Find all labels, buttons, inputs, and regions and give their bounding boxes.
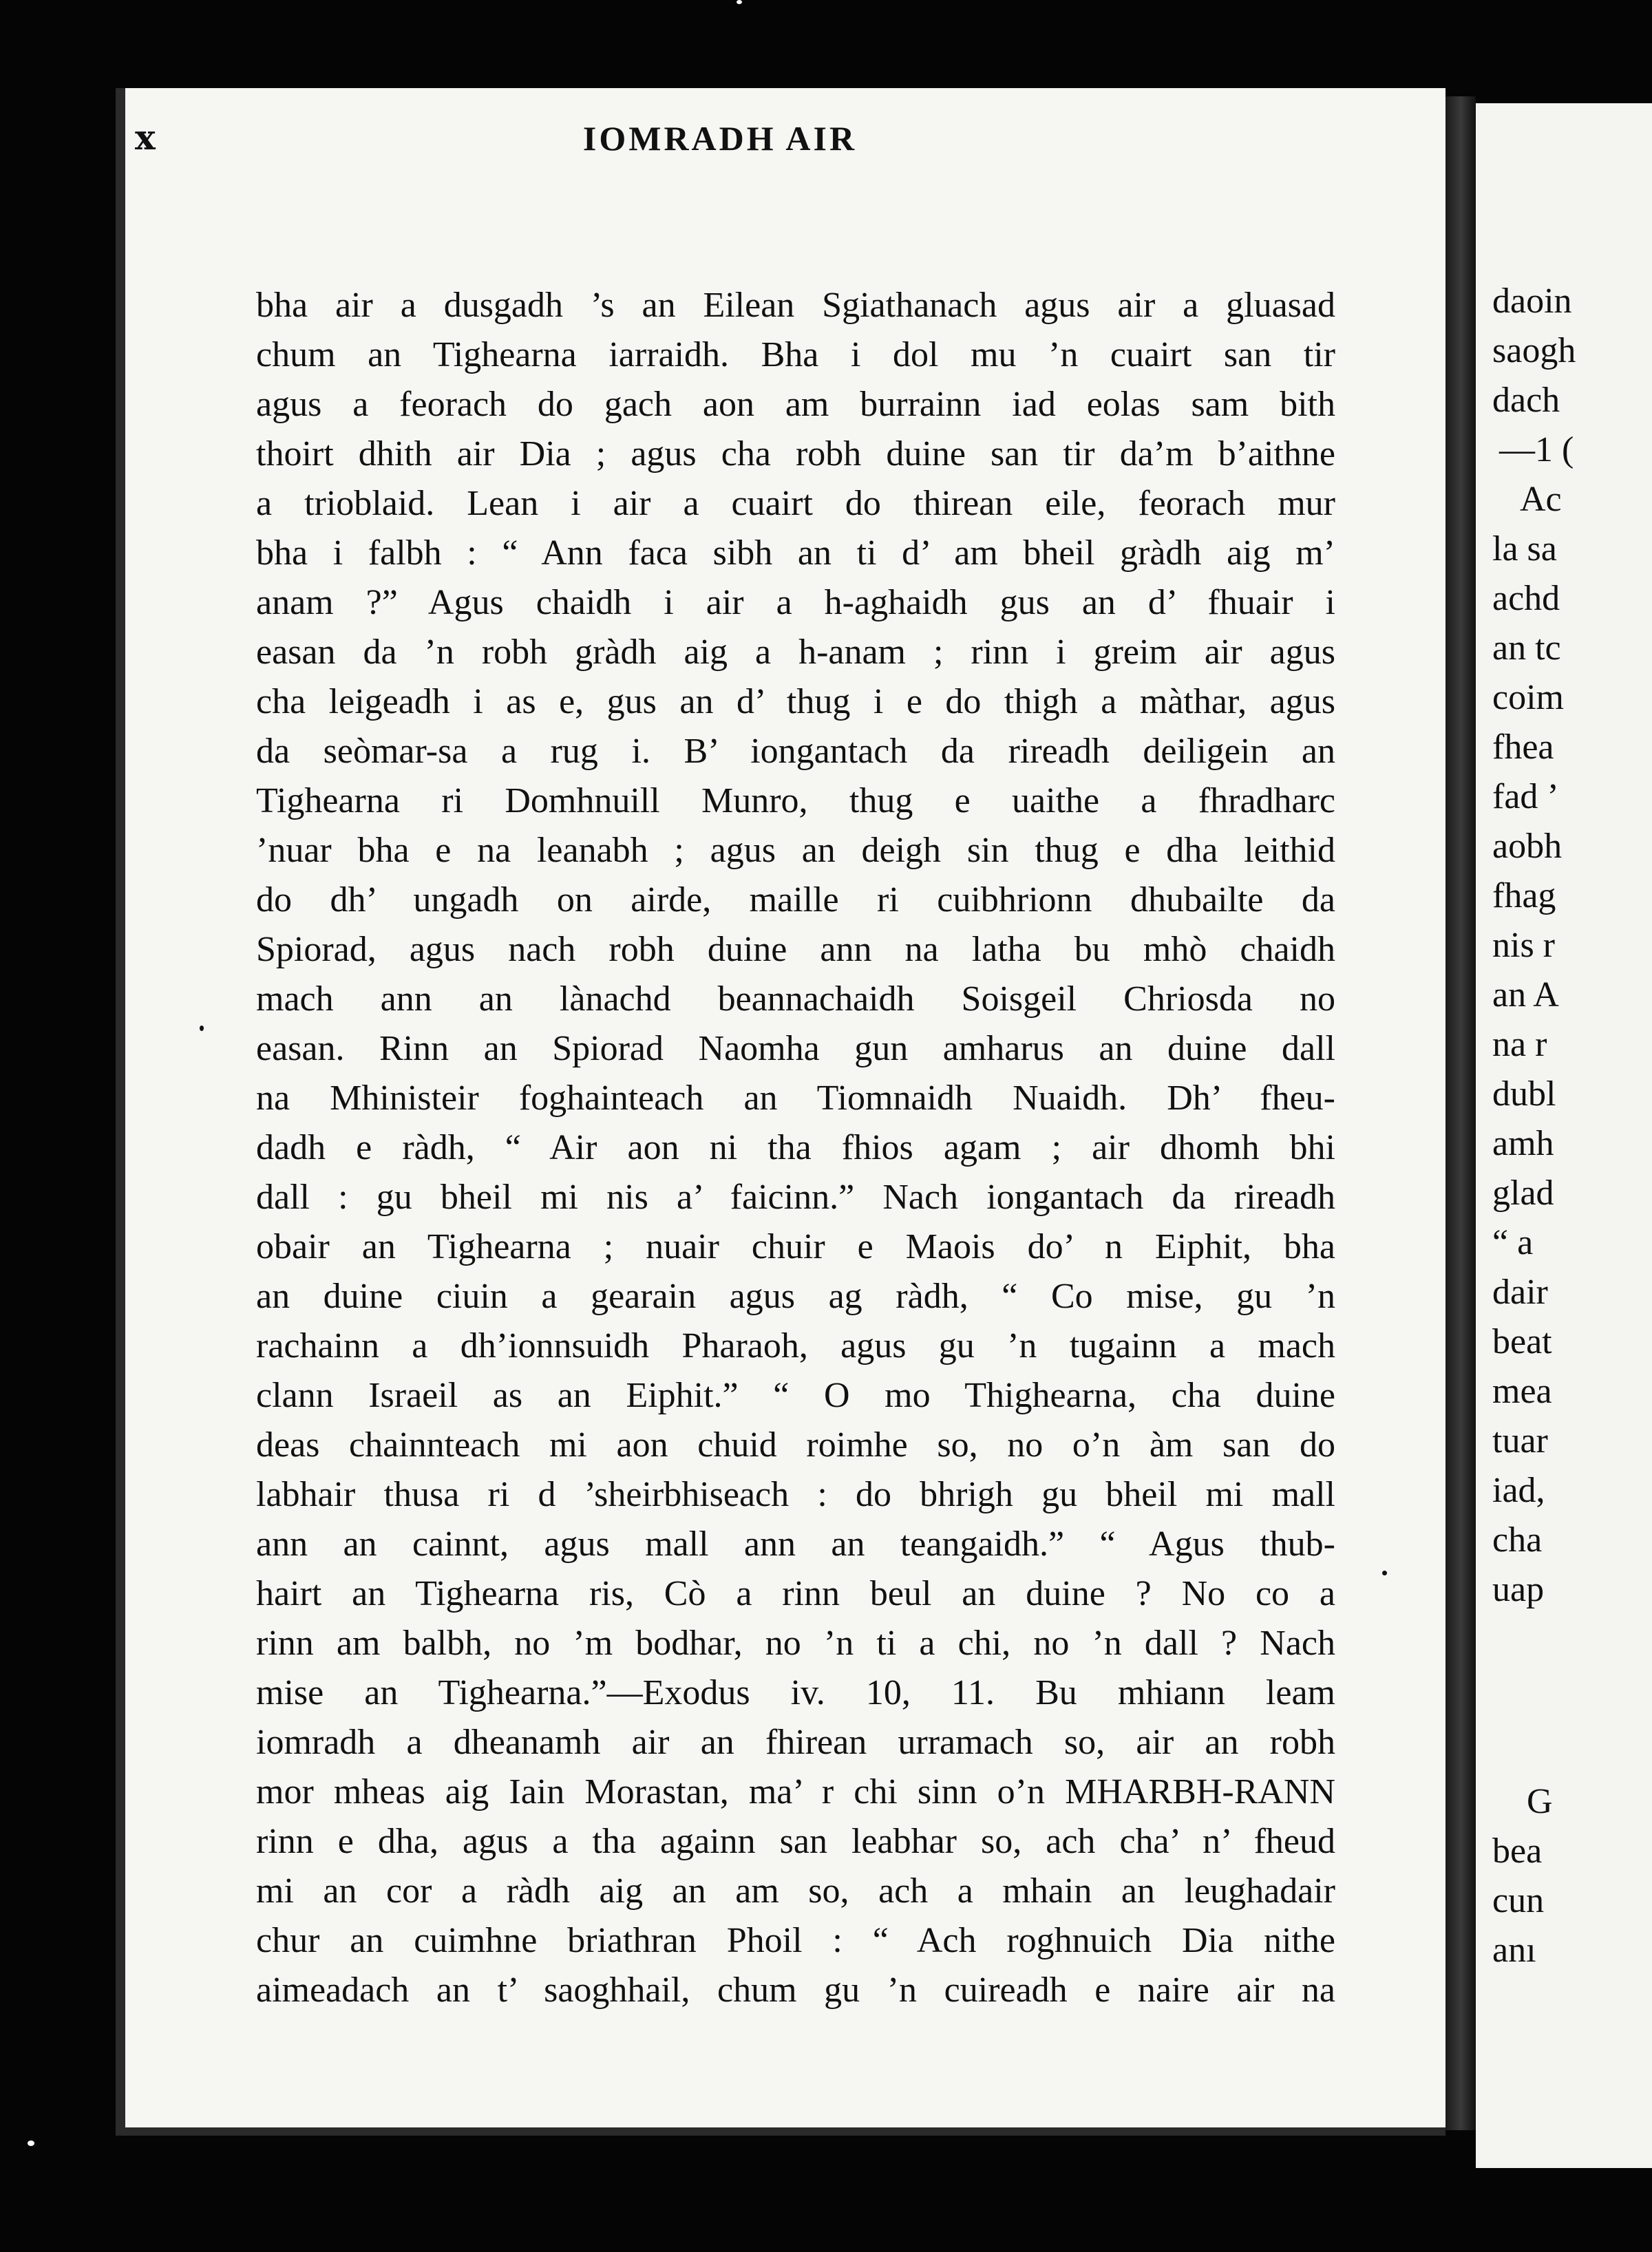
text-line: rinn e dha, agus a tha againn san leabhar so, ach cha’ n’ fheud bbox=[256, 1822, 1335, 1861]
text-line: na Mhinisteir foghainteach an Tiomnaidh Nuaidh. Dh’ fheu- bbox=[256, 1079, 1335, 1118]
facing-page-line: amh bbox=[1492, 1124, 1554, 1163]
facing-page-line: an tc bbox=[1492, 628, 1561, 668]
text-line: an duine ciuin a gearain agus ag ràdh, “ Co mise, gu ’n bbox=[256, 1277, 1335, 1316]
ink-mark bbox=[1382, 1571, 1387, 1575]
facing-page-line: anı bbox=[1492, 1931, 1536, 1970]
text-line: dadh e ràdh, “ Air aon ni tha fhios agam ; air dhomh bhi bbox=[256, 1128, 1335, 1167]
facing-page-line: beat bbox=[1492, 1322, 1552, 1361]
book-gutter bbox=[1446, 96, 1476, 2130]
text-line: rachainn a dh’ionnsuidh Pharaoh, agus gu ’n tugainn a mach bbox=[256, 1326, 1335, 1366]
facing-page-line: iad, bbox=[1492, 1471, 1545, 1510]
text-line: easan da ’n robh gràdh aig a h-anam ; rinn i greim air agus bbox=[256, 633, 1335, 672]
body-text bbox=[256, 281, 1335, 2015]
facing-page-line: bea bbox=[1492, 1831, 1543, 1871]
page-header bbox=[135, 117, 1305, 172]
facing-page-line: saogh bbox=[1492, 331, 1576, 370]
facing-page-line: G bbox=[1527, 1782, 1553, 1821]
text-line: chum an Tighearna iarraidh. Bha i dol mu ’n cuairt san tir bbox=[256, 335, 1335, 374]
text-line: cha leigeadh i as e, gus an d’ thug i e do thigh a màthar, agus bbox=[256, 682, 1335, 721]
text-line: ann an cainnt, agus mall ann an teangaidh.” “ Agus thub- bbox=[256, 1525, 1335, 1564]
text-line: mise an Tighearna.”—Exodus iv. 10, 11. Bu mhiann leam bbox=[256, 1673, 1335, 1712]
facing-page-line: dach bbox=[1492, 381, 1560, 420]
text-line: ’nuar bha e na leanabh ; agus an deigh sin thug e dha leithid bbox=[256, 831, 1335, 870]
text-line: anam ?” Agus chaidh i air a h-aghaidh gus an d’ fhuair i bbox=[256, 583, 1335, 622]
facing-page-line: dair bbox=[1492, 1273, 1548, 1312]
text-line: thoirt dhith air Dia ; agus cha robh duine san tir da’m b’aithne bbox=[256, 434, 1335, 474]
text-line: Spiorad, agus nach robh duine ann na latha bu mhò chaidh bbox=[256, 930, 1335, 969]
facing-page-line: “ a bbox=[1492, 1223, 1534, 1262]
facing-page-line: uap bbox=[1492, 1570, 1545, 1609]
text-line: labhair thusa ri d ’sheirbhiseach : do bhrigh gu bheil mi mall bbox=[256, 1475, 1335, 1514]
text-line: chur an cuimhne briathran Phoil : “ Ach roghnuich Dia nithe bbox=[256, 1921, 1335, 1960]
facing-page-line: nis r bbox=[1492, 926, 1555, 965]
text-line: agus a feorach do gach aon am burrainn iad eolas sam bith bbox=[256, 385, 1335, 424]
running-title: IOMRADH AIR bbox=[582, 119, 858, 158]
page-number: x bbox=[135, 117, 156, 158]
facing-page-line: cha bbox=[1492, 1520, 1543, 1560]
text-line: bha air a dusgadh ’s an Eilean Sgiathanach agus air a gluasad bbox=[256, 286, 1335, 325]
facing-page-line: dubl bbox=[1492, 1074, 1556, 1114]
text-line: aimeadach an t’ saoghhail, chum gu ’n cuireadh e naire air na bbox=[256, 1970, 1335, 2010]
facing-page-line: aobh bbox=[1492, 827, 1563, 866]
ink-mark bbox=[200, 1026, 204, 1031]
facing-page-line: achd bbox=[1492, 579, 1560, 618]
scan-speck bbox=[737, 0, 742, 4]
facing-page-line: tuar bbox=[1492, 1421, 1548, 1460]
facing-page-line: an A bbox=[1492, 975, 1559, 1015]
facing-page-line: la sa bbox=[1492, 529, 1557, 569]
text-line: rinn am balbh, no ’m bodhar, no ’n ti a chi, no ’n dall ? Nach bbox=[256, 1624, 1335, 1663]
facing-page-line: na r bbox=[1492, 1025, 1547, 1064]
text-line: mi an cor a ràdh aig an am so, ach a mhain an leughadair bbox=[256, 1871, 1335, 1911]
facing-page-line: Ac bbox=[1520, 480, 1562, 519]
text-line: mor mheas aig Iain Morastan, ma’ r chi sinn o’n MHARBH-RANN bbox=[256, 1772, 1335, 1812]
text-line: obair an Tighearna ; nuair chuir e Maois do’ n Eiphit, bha bbox=[256, 1227, 1335, 1266]
scan-speck bbox=[28, 2141, 34, 2146]
facing-page-line: —1 ( bbox=[1499, 430, 1574, 469]
text-line: deas chainnteach mi aon chuid roimhe so, no o’n àm san do bbox=[256, 1425, 1335, 1465]
text-line: da seòmar-sa a rug i. B’ iongantach da rireadh deiligein an bbox=[256, 732, 1335, 771]
text-line: bha i falbh : “ Ann faca sibh an ti d’ am bheil gràdh aig m’ bbox=[256, 533, 1335, 573]
facing-page-line: daoin bbox=[1492, 282, 1572, 321]
text-line: iomradh a dheanamh air an fhirean urramach so, air an robh bbox=[256, 1723, 1335, 1762]
facing-page-line: mea bbox=[1492, 1372, 1552, 1411]
facing-page-line: coim bbox=[1492, 678, 1564, 717]
text-line: easan. Rinn an Spiorad Naomha gun amharus an duine dall bbox=[256, 1029, 1335, 1068]
facing-page-line: fad ’ bbox=[1492, 777, 1559, 816]
facing-page-line: cun bbox=[1492, 1881, 1545, 1920]
facing-page-line: glad bbox=[1492, 1173, 1554, 1213]
text-line: Tighearna ri Domhnuill Munro, thug e uaithe a fhradharc bbox=[256, 781, 1335, 820]
text-line: hairt an Tighearna ris, Cò a rinn beul an duine ? No co a bbox=[256, 1574, 1335, 1613]
facing-page-line: fhea bbox=[1492, 727, 1554, 767]
text-line: mach ann an lànachd beannachaidh Soisgeil Chriosda no bbox=[256, 979, 1335, 1019]
text-line: do dh’ ungadh on airde, maille ri cuibhrionn dhubailte da bbox=[256, 880, 1335, 920]
text-line: dall : gu bheil mi nis a’ faicinn.” Nach iongantach da rireadh bbox=[256, 1178, 1335, 1217]
text-line: a trioblaid. Lean i air a cuairt do thirean eile, feorach mur bbox=[256, 484, 1335, 523]
facing-page-line: fhag bbox=[1492, 876, 1556, 915]
text-line: clann Israeil as an Eiphit.” “ O mo Thighearna, cha duine bbox=[256, 1376, 1335, 1415]
